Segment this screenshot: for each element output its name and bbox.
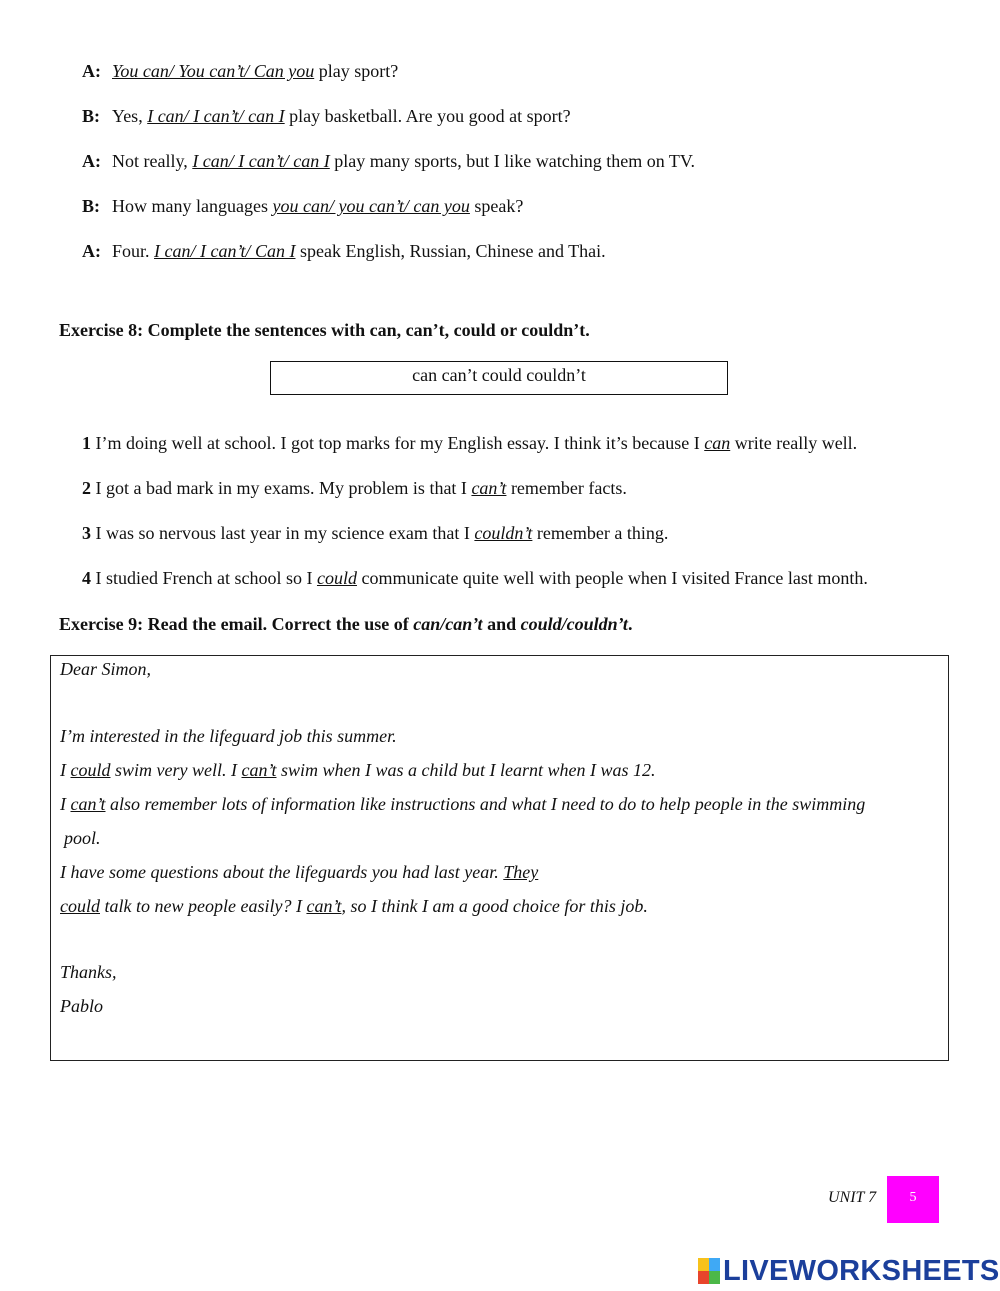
speaker-label: B: [82, 196, 100, 216]
dialogue-text: play basketball. Are you good at sport? [284, 106, 571, 126]
dialogue-text: play many sports, but I like watching them on TV. [329, 151, 696, 171]
item-text: I got a bad mark in my exams. My problem is that I [91, 478, 472, 498]
email-line-6 [60, 895, 648, 917]
item-text: remember facts. [506, 478, 627, 498]
choice-options[interactable]: You can/ You can’t/ Can you [112, 61, 315, 81]
choice-options[interactable]: you can/ you can’t/ can you [272, 196, 470, 216]
email-text: also remember lots of information like instructions and what I need to do to help people in the swimming [105, 794, 866, 814]
dialogue-line-3 [82, 150, 695, 172]
email-text: I [60, 760, 71, 780]
email-text: swim when I was a child but I learnt when I was 12. [276, 760, 656, 780]
brand-name: LIVEWORKSHEETS [723, 1254, 1000, 1287]
dialogue-text: Not really, [112, 151, 193, 171]
error-word[interactable]: could [60, 896, 100, 916]
error-word[interactable]: can’t [70, 794, 106, 814]
error-word[interactable]: can’t [241, 760, 277, 780]
item-number: 2 [82, 478, 91, 498]
item-text: write really well. [730, 433, 858, 453]
heading-text: . [627, 614, 633, 634]
item-text: I’m doing well at school. I got top marks for my English essay. I think it’s because I [91, 433, 705, 453]
error-word[interactable]: could [70, 760, 111, 780]
email-text: talk to new people easily? I [100, 896, 307, 916]
exercise-8-item-3 [82, 522, 668, 544]
dialogue-text: Yes, [112, 106, 148, 126]
choice-options[interactable]: I can/ I can’t/ can I [147, 106, 285, 126]
email-text: I [60, 794, 71, 814]
exercise-8-item-2 [82, 477, 627, 499]
item-text: communicate quite well with people when I visited France last month. [356, 568, 868, 588]
heading-text: Exercise 9: Read the email. Correct the use of [59, 614, 414, 634]
error-word[interactable]: can’t [306, 896, 342, 916]
email-line-3 [60, 793, 865, 815]
exercise-8-heading: Exercise 8: Complete the sentences with can, can’t, could or couldn’t. [59, 320, 590, 340]
speaker-label: B: [82, 106, 100, 126]
dialogue-text: Four. [112, 241, 155, 261]
item-number: 4 [82, 568, 91, 588]
dialogue-line-4 [82, 195, 523, 217]
dialogue-text: play sport? [314, 61, 399, 81]
dialogue-line-2 [82, 105, 571, 127]
speaker-label: A: [82, 151, 101, 171]
dialogue-line-5 [82, 240, 606, 262]
answer-field[interactable]: could [316, 568, 357, 588]
liveworksheets-brand[interactable] [698, 1253, 1000, 1289]
email-line-2 [60, 759, 655, 781]
email-box [50, 655, 949, 1061]
email-greeting: Dear Simon, [60, 659, 151, 679]
answer-field[interactable]: can’t [471, 478, 507, 498]
exercise-8-item-1 [82, 432, 857, 454]
exercise-9-heading [59, 613, 632, 635]
answer-field[interactable]: can [704, 433, 731, 453]
item-number: 1 [82, 433, 91, 453]
dialogue-text: How many languages [112, 196, 273, 216]
item-text: remember a thing. [532, 523, 669, 543]
item-number: 3 [82, 523, 91, 543]
heading-text: and [482, 614, 521, 634]
unit-label: UNIT 7 [828, 1189, 877, 1206]
dialogue-line-1 [82, 60, 398, 82]
dialogue-text: speak English, Russian, Chinese and Thai. [295, 241, 606, 261]
exercise-8-item-4 [82, 567, 868, 589]
choice-options[interactable]: I can/ I can’t/ can I [192, 151, 330, 171]
speaker-label: A: [82, 61, 101, 81]
email-text: , so I think I am a good choice for this job. [341, 896, 648, 916]
email-text: I have some questions about the lifeguards you had last year. [60, 862, 504, 882]
email-line-1: I’m interested in the lifeguard job this summer. [60, 726, 397, 746]
word-box: can can’t could couldn’t [270, 361, 728, 395]
page-number-badge: 5 [887, 1176, 939, 1223]
choice-options[interactable]: I can/ I can’t/ Can I [154, 241, 296, 261]
answer-field[interactable]: couldn’t [474, 523, 533, 543]
heading-emphasis: could/couldn’t [520, 614, 628, 634]
liveworksheets-logo-icon [698, 1258, 720, 1284]
item-text: I was so nervous last year in my science exam that I [91, 523, 475, 543]
email-signature: Pablo [60, 996, 103, 1016]
heading-emphasis: can/can’t [413, 614, 483, 634]
email-line-5 [60, 861, 538, 883]
email-text: swim very well. I [110, 760, 242, 780]
error-word[interactable]: They [503, 862, 539, 882]
item-text: I studied French at school so I [91, 568, 317, 588]
dialogue-text: speak? [469, 196, 524, 216]
speaker-label: A: [82, 241, 101, 261]
email-line-4: pool. [64, 828, 101, 848]
email-signoff: Thanks, [60, 962, 117, 982]
